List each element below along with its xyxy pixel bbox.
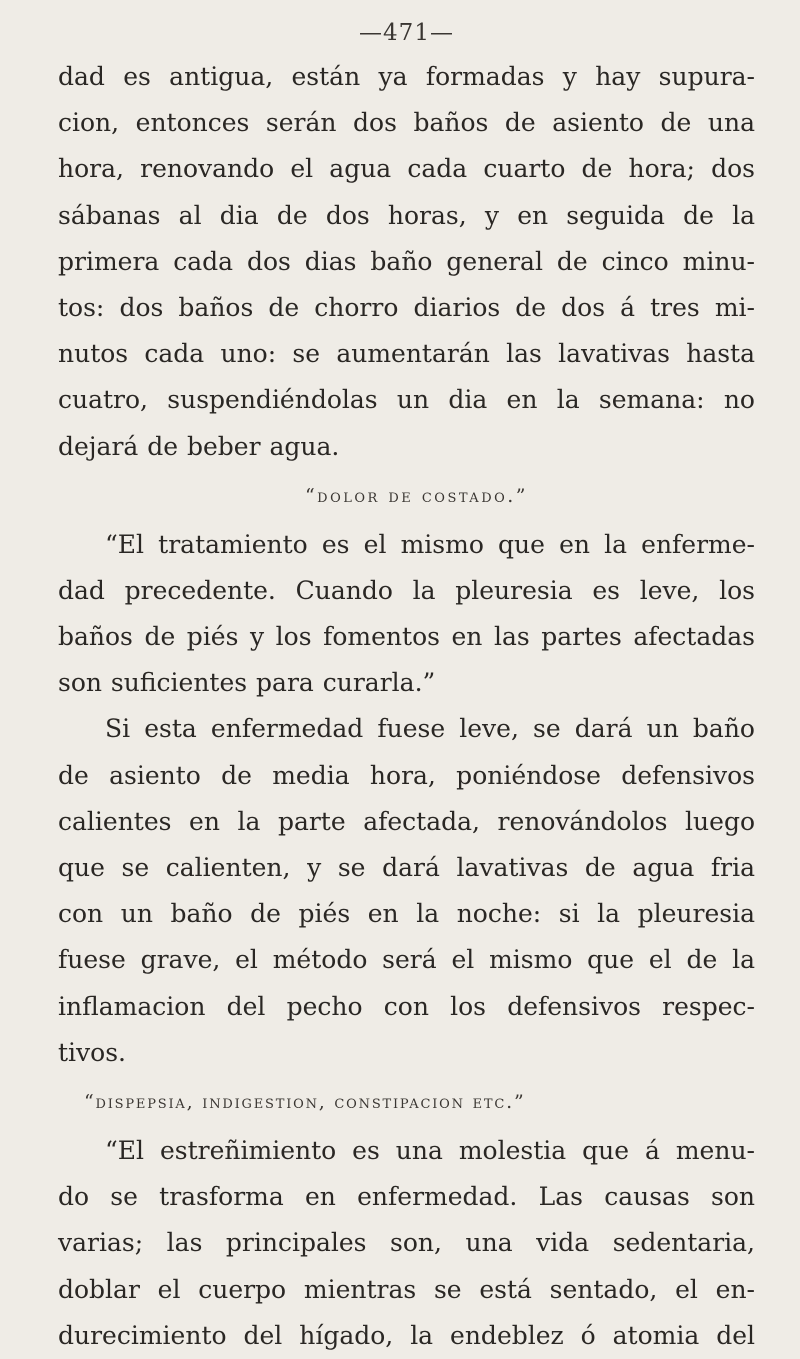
- text-line: que se calienten, y se dará lavativas de agua fria: [58, 853, 755, 882]
- text-line: inflamacion del pecho con los defensivos respec-: [58, 991, 755, 1021]
- text-line: durecimiento del hígado, la endeblez ó atomia del: [58, 1320, 755, 1350]
- text-line: cuatro, suspendiéndolas un dia en la semana: no: [58, 385, 755, 415]
- text-line: baños de piés y los fomentos en las partes afectadas: [58, 622, 755, 652]
- text-line: con un baño de piés en la noche: si la pleuresia: [58, 899, 755, 929]
- text-line: tos: dos baños de chorro diarios de dos á tres mi-: [58, 292, 755, 322]
- section-heading-dispepsia: “dispepsia, indigestion, constipacion etc.”: [84, 1090, 526, 1113]
- text-line: dejará de beber agua.: [58, 431, 340, 461]
- text-line: son suficientes para curarla.”: [58, 668, 436, 698]
- paragraph-continuation: [58, 54, 755, 470]
- text-line: do se trasforma en enfermedad. Las causas son: [58, 1182, 755, 1212]
- text-line: Si esta enfermedad fuese leve, se dará un baño: [105, 714, 755, 744]
- text-line: sábanas al dia de dos horas, y en seguida de la: [58, 200, 755, 230]
- text-line: “El tratamiento es el mismo que en la enferme-: [105, 529, 755, 559]
- section-heading-dolor-de-costado: “dolor de costado.”: [304, 484, 529, 507]
- text-line: tivos.: [58, 1037, 126, 1067]
- text-line: fuese grave, el método será el mismo que el de la: [58, 945, 755, 975]
- text-line: primera cada dos dias baño general de cinco minu-: [58, 246, 755, 276]
- paragraph-quote-estrenimiento: [58, 1128, 755, 1359]
- text-line: calientes en la parte afectada, renovándolos luego: [58, 806, 755, 836]
- page-number: —471—: [359, 20, 454, 46]
- paragraph-enfermedad-leve: [58, 706, 755, 1076]
- text-line: “El estreñimiento es una molestia que á menu-: [105, 1135, 755, 1165]
- text-line: doblar el cuerpo mientras se está sentado, el en-: [58, 1274, 755, 1304]
- text-line: dad es antigua, están ya formadas y hay supura-: [58, 62, 755, 91]
- text-line: varias; las principales son, una vida sedentaria,: [58, 1228, 755, 1258]
- text-line: hora, renovando el agua cada cuarto de hora; dos: [58, 154, 755, 184]
- text-line: dad precedente. Cuando la pleuresia es leve, los: [58, 575, 755, 605]
- text-line: cion, entonces serán dos baños de asiento de una: [58, 108, 755, 138]
- text-line: nutos cada uno: se aumentarán las lavativas hasta: [58, 339, 755, 369]
- paragraph-quote-tratamiento: [58, 522, 755, 707]
- text-line: de asiento de media hora, poniéndose defensivos: [58, 760, 755, 790]
